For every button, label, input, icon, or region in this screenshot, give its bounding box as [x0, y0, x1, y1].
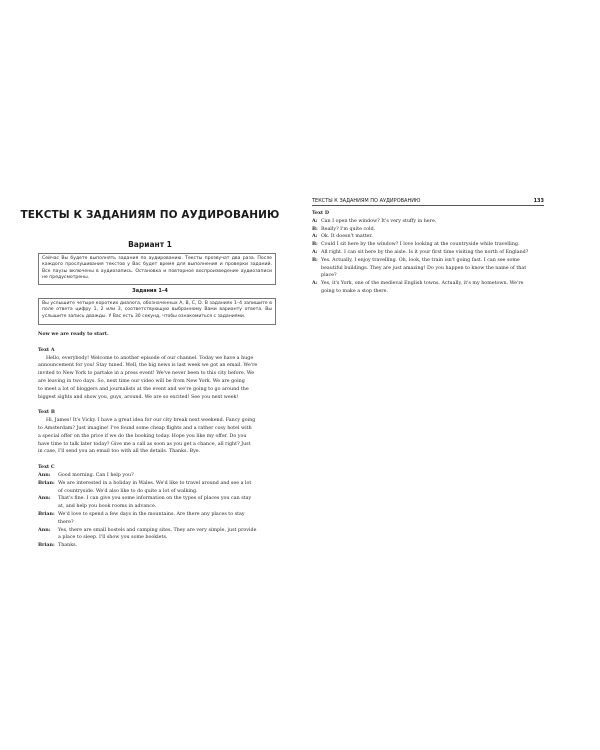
- intro-line: Now we are ready to start.: [38, 331, 109, 337]
- dialogue-turn: [312, 233, 544, 241]
- dialogue-turn: [38, 488, 278, 496]
- right-page: [300, 0, 600, 750]
- speaker-label: A:: [312, 280, 318, 287]
- dialogue-line: of countryside. We'd also like to do quite a lot of walking.: [58, 488, 198, 494]
- running-header: [312, 198, 544, 206]
- speaker-label: B:: [312, 241, 318, 248]
- dialogue-line: Thanks.: [58, 543, 78, 549]
- tasks-instructions-box: Вы услышите четыре коротких диалога, обозначенных A, B, C, D. В заданиях 1–4 запишите в поле ответа цифру 1, 2 или 3, соответствующую выбранному Вами варианту ответа. Вы услышите запись дважды. У Вас есть 30 секунд, чтобы ознакомиться с заданиями.: [38, 298, 276, 325]
- dialogue-line: a place to sleep. I'll show you some booklets.: [58, 535, 168, 541]
- speaker-label: Brian:: [38, 542, 55, 549]
- speaker-label: A:: [312, 233, 318, 240]
- dialogue-line: Could I sit here by the window? I love looking at the countryside while travelling.: [321, 242, 520, 248]
- text-a-line: Hello, everybody! Welcome to another episode of our channel. Today we have a huge: [46, 355, 254, 361]
- dialogue-turn: [38, 534, 278, 542]
- dialogue-line: That's fine. I can give you some information on the types of places you can stay: [58, 496, 252, 502]
- running-header-title: ТЕКСТЫ К ЗАДАНИЯМ ПО АУДИРОВАНИЮ: [312, 198, 421, 204]
- dialogue-turn: [38, 527, 278, 535]
- text-a-line: to meet a lot of bloggers and journalists at the event and we're going to go around the: [38, 386, 249, 392]
- transcript-right: [312, 210, 544, 296]
- dialogue-line: Really? I'm quite cold.: [321, 226, 376, 232]
- dialogue-line: Can I open the window? It's very stuffy in here.: [321, 218, 437, 224]
- dialogue-turn: [38, 511, 278, 519]
- dialogue-line: All right. I can sit here by the aisle. Is it your first time visiting the north of England?: [321, 249, 529, 255]
- variant-title: Вариант 1: [128, 240, 172, 249]
- dialogue-line: Yes, it's York, one of the medieval English towns. Actually, it's my hometown. We're: [321, 281, 524, 287]
- speaker-label: B:: [312, 225, 318, 232]
- dialogue-turn: [312, 280, 544, 288]
- text-a-line: announcement for you! Stay tuned. Well, the big news is last week we got an email. We're: [38, 363, 258, 369]
- dialogue-turn: [312, 288, 544, 296]
- text-c-heading: Text C: [38, 464, 55, 471]
- tasks-title: Задания 1–4: [132, 288, 168, 294]
- dialogue-line: We'd love to spend a few days in the mountains. Are there any places to stay: [58, 511, 245, 517]
- text-a-line: biggest sights and show you, guys, around. We are so excited! See you next week!: [38, 394, 239, 400]
- dialogue-turn: [38, 495, 278, 503]
- text-b-line: to Amsterdam? Just imagine! I've found some cheap flights and a rather cosy hotel with: [38, 425, 252, 431]
- dialogue-turn: [312, 257, 544, 265]
- dialogue-line: place?: [321, 273, 337, 279]
- dialogue-line: We are interested in a holiday in Wales. We'd like to travel around and see a lot: [58, 480, 252, 486]
- text-a-heading: Text A: [38, 346, 55, 353]
- speaker-label: Ann:: [38, 526, 51, 533]
- dialogue-line: there?: [58, 519, 74, 525]
- speaker-label: A:: [312, 248, 318, 255]
- speaker-label: Ann:: [38, 471, 51, 478]
- dialogue-line: Yes. Actually, I enjoy travelling. Oh, look, the train isn't going fast. I can see some: [321, 257, 520, 263]
- text-b-line: Hi, James! It's Vicky. I have a great idea for our city break next weekend. Fancy going: [46, 418, 256, 424]
- dialogue-turn: [38, 519, 278, 527]
- dialogue-turn: [312, 265, 544, 273]
- speaker-label: Ann:: [38, 495, 51, 502]
- speaker-label: B:: [312, 256, 318, 263]
- page-number: 133: [533, 198, 544, 204]
- dialogue-line: beautiful buildings. They are just amazing! Do you happen to know the name of that: [321, 265, 527, 271]
- text-b-line: in case, I'll send you an email too with all the details. Thanks. Bye.: [38, 449, 201, 455]
- dialogue-turn: [312, 249, 544, 257]
- text-a-line: are leaving in two days. So, next time our video will be from New York. We are going: [38, 378, 245, 384]
- dialogue-turn: [312, 241, 544, 249]
- transcript-left: [38, 331, 278, 550]
- speaker-label: A:: [312, 217, 318, 224]
- dialogue-turn: [38, 542, 278, 550]
- dialogue-turn: [38, 503, 278, 511]
- dialogue-turn: [312, 272, 544, 280]
- text-b-heading: Text B: [38, 409, 55, 416]
- page-title: ТЕКСТЫ К ЗАДАНИЯМ ПО АУДИРОВАНИЮ: [20, 209, 280, 221]
- dialogue-line: Ok. It doesn't matter.: [321, 234, 373, 240]
- dialogue-line: going to make a stop there.: [321, 288, 388, 294]
- dialogue-line: Yes, there are small hostels and camping sites. They are very simple, just provide: [58, 527, 257, 533]
- dialogue-turn: [312, 218, 544, 226]
- dialogue-turn: [38, 472, 278, 480]
- instructions-box: Сейчас Вы будете выполнять задания по аудированию. Тексты прозвучат два раза. После каждого прослушивания текстов у Вас будет время для выполнения и проверки заданий. Все паузы включены в аудиозапись. Остановка и повторное воспроизведение аудиозаписи не предусмотрены.: [38, 253, 276, 285]
- dialogue-line: Good morning. Can I help you?: [58, 472, 134, 478]
- text-d-heading: Text D: [312, 210, 329, 216]
- speaker-label: Brian:: [38, 479, 55, 486]
- speaker-label: Brian:: [38, 510, 55, 517]
- text-a-line: invited to New York to partake in a press event! We've never been to this city before. We: [38, 371, 255, 377]
- text-b-line: have time to talk later today? Give me a call as soon as you get a chance, all right? Just: [38, 441, 251, 447]
- text-b-line: a special offer on the price if we do the booking today. Hope you like my offer. Do you: [38, 433, 247, 439]
- dialogue-turn: [38, 480, 278, 488]
- dialogue-turn: [312, 226, 544, 234]
- dialogue-line: at, and help you book rooms in advance.: [58, 504, 157, 510]
